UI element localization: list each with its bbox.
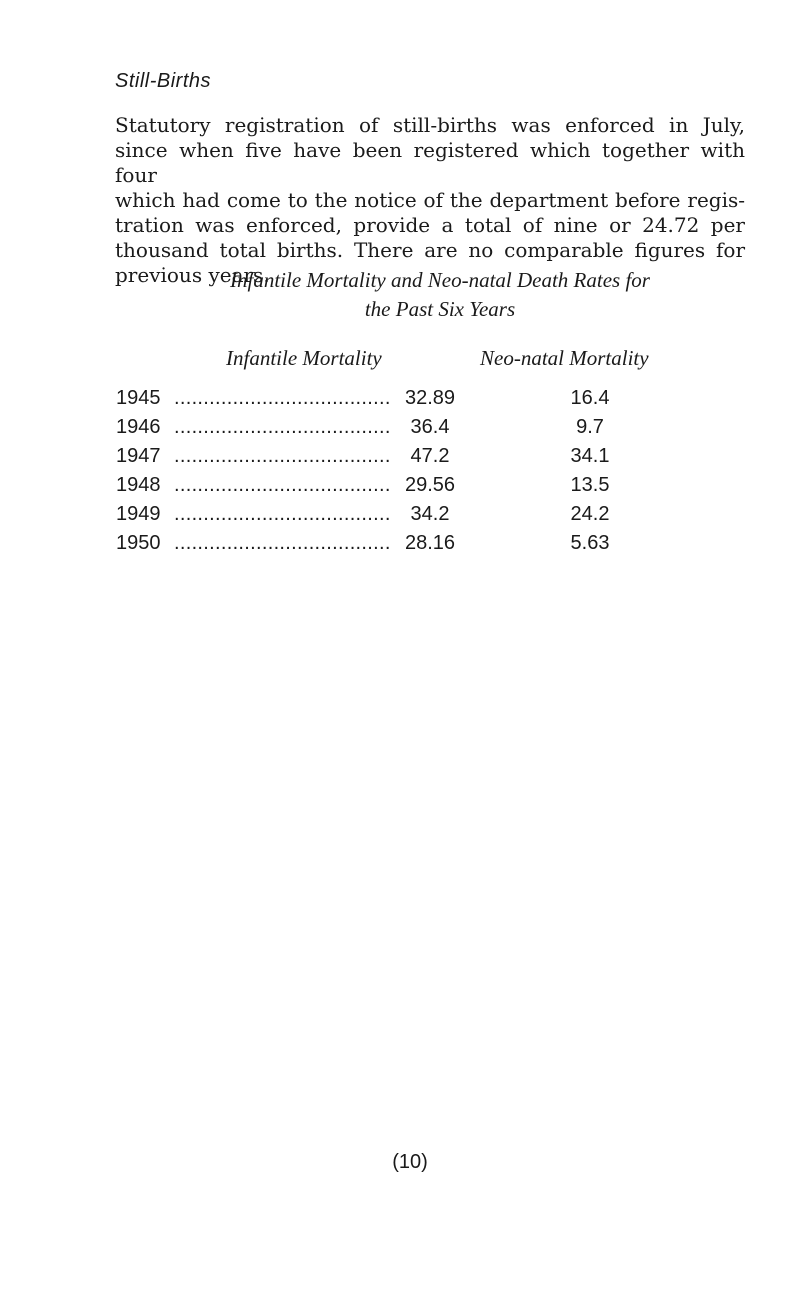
column-header-infantile: Infantile Mortality bbox=[226, 346, 382, 370]
still-births-paragraph bbox=[115, 113, 745, 288]
paragraph-line: Statutory registration of still-births was enforced in July, bbox=[115, 113, 745, 137]
table-row bbox=[0, 445, 800, 475]
leader-dots: ..................................... bbox=[174, 416, 391, 438]
table-row bbox=[0, 532, 800, 562]
section-heading: Still-Births bbox=[115, 70, 212, 92]
table-row bbox=[0, 387, 800, 417]
row-infantile-value: 29.56 bbox=[404, 474, 456, 496]
leader-dots: ..................................... bbox=[174, 445, 391, 467]
paragraph-line: thousand total births. There are no comparable figures for bbox=[115, 238, 745, 262]
row-year: 1948 bbox=[116, 474, 161, 496]
row-neonatal-value: 34.1 bbox=[570, 445, 610, 467]
paragraph-line: since when five have been registered which together with four bbox=[115, 138, 745, 187]
table-subtitle: the Past Six Years bbox=[364, 297, 516, 321]
paragraph-line: previous years. bbox=[115, 263, 270, 287]
row-neonatal-value: 9.7 bbox=[576, 416, 604, 438]
leader-dots: ..................................... bbox=[174, 474, 391, 496]
table-row bbox=[0, 416, 800, 446]
row-year: 1945 bbox=[116, 387, 161, 409]
row-neonatal-value: 16.4 bbox=[570, 387, 610, 409]
row-neonatal-value: 24.2 bbox=[570, 503, 610, 525]
row-neonatal-value: 13.5 bbox=[570, 474, 610, 496]
table-row bbox=[0, 474, 800, 504]
leader-dots: ..................................... bbox=[174, 503, 391, 525]
row-infantile-value: 32.89 bbox=[404, 387, 456, 409]
row-infantile-value: 36.4 bbox=[410, 416, 450, 438]
row-year: 1947 bbox=[116, 445, 161, 467]
table-row bbox=[0, 503, 800, 533]
row-year: 1949 bbox=[116, 503, 161, 525]
page-number: (10) bbox=[392, 1151, 428, 1173]
leader-dots: ..................................... bbox=[174, 532, 391, 554]
column-header-neonatal: Neo-natal Mortality bbox=[480, 346, 649, 370]
row-year: 1950 bbox=[116, 532, 161, 554]
row-infantile-value: 28.16 bbox=[404, 532, 456, 554]
row-infantile-value: 47.2 bbox=[410, 445, 450, 467]
row-infantile-value: 34.2 bbox=[410, 503, 450, 525]
paragraph-line: tration was enforced, provide a total of nine or 24.72 per bbox=[115, 213, 745, 237]
row-neonatal-value: 5.63 bbox=[570, 532, 610, 554]
paragraph-line: which had come to the notice of the department before regis- bbox=[115, 188, 745, 212]
table-title: Infantile Mortality and Neo-natal Death Rates for bbox=[230, 268, 650, 292]
leader-dots: ..................................... bbox=[174, 387, 391, 409]
row-year: 1946 bbox=[116, 416, 161, 438]
